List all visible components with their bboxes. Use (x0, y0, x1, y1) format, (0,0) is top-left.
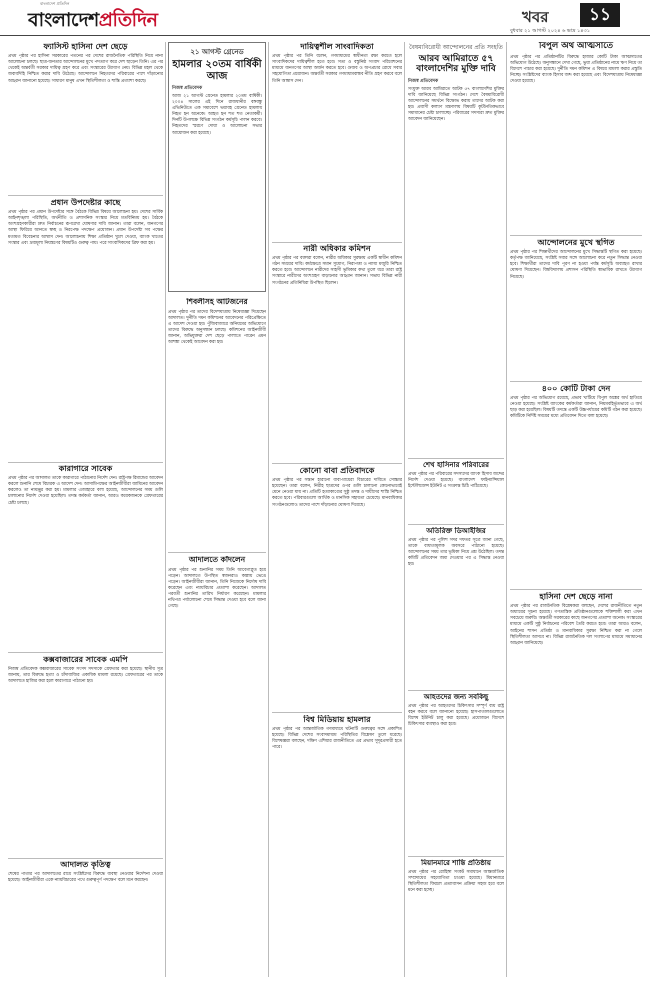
headline: আরব আমিরাতে ৫৭ বাংলাদেশির মুক্তি দাবি (416, 54, 496, 75)
kicker: বৈষম্যবিরোধী আন্দোলনের প্রতি সংহতি (409, 44, 503, 51)
article-rule (408, 524, 504, 525)
article-suspended[interactable] (510, 238, 642, 378)
article-uae-release[interactable] (408, 42, 504, 454)
logo-main: বাংলাদেশ (28, 9, 99, 31)
article-body: শেষের পাতার পর আদালতের রায়ে সংশ্লিষ্টদের বিরুদ্ধে ব্যবস্থা নেওয়ার নির্দেশনা দেওয়া হয়েছে। আইনজীবীরা একে ন্যায়বিচারের পথে গুরুত্বপূর্ণ পদক্ষেপ বলে মনে করছেন। (8, 872, 163, 884)
article-body: প্রথম পৃষ্ঠার পর রোহিঙ্গা সংকট সমাধানে আন্তর্জাতিক সম্প্রদায়ের সহযোগিতা চাওয়া হয়েছে। মিয়ানমারে স্থিতিশীলতা ফিরলে প্রত্যাবাসন প্রক্রিয়া সহজ হবে বলে মনে করা হচ্ছে। (408, 870, 504, 894)
article-court-tears[interactable] (168, 556, 266, 978)
article-body: প্রথম পৃষ্ঠার পর রাজনৈতিক বিশ্লেষকরা বলছেন, দেশের রাজনীতিতে নতুন অধ্যায়ের সূচনা হয়েছে। গণতান্ত্রিক প্রতিষ্ঠানগুলোকে শক্তিশালী করা এখন সবচেয়ে জরুরি। অন্তর্বর্তী সরকারের কাছে জনগণের প্রত্যাশা অনেক। সংস্কারের মাধ্যমে একটি সুষ্ঠু নির্বাচনের পরিবেশ তৈরি করতে হবে। তারা আরও বলেন, আইনের শাসন প্রতিষ্ঠা ও মানবাধিকার সুরক্ষা নিশ্চিত করা না গেলে স্থিতিশীলতা আসবে না। বিভিন্ন রাজনৈতিক দল সংলাপের মাধ্যমে সমাধানের আহ্বান জানিয়েছে। (510, 604, 642, 646)
headline: ফ্যাসিস্ট হাসিনা দেশ ছেড়ে (43, 42, 128, 51)
article-body: প্রথম পৃষ্ঠার পর বক্তারা বলেন, নারীর অধিকার সুরক্ষায় একটি স্বাধীন কমিশন গঠন সময়ের দাবি। কর্মক্ষেত্রে সমান সুযোগ, নিরাপত্তা ও ন্যায্য মজুরি নিশ্চিত করতে হবে। আন্দোলনে নারীদের সাহসী ভূমিকার কথা তুলে ধরে তারা রাষ্ট্র সংস্কারে নারীদের অংশগ্রহণ বাড়ানোর আহ্বান জানান। সভায় বিভিন্ন নারী সংগঠনের প্রতিনিধিরা উপস্থিত ছিলেন। (272, 256, 402, 286)
article-body: আজ ২১ আগস্ট গ্রেনেড হামলার ২০তম বার্ষিকী। ২০০৪ সালের এই দিনে রাজধানীর বঙ্গবন্ধু এভিনিউতে এক সমাবেশে ভয়াবহ গ্রেনেড হামলায় নিহত হন অনেকে। আহত হন শত শত নেতাকর্মী। দিনটি উপলক্ষে বিভিন্ন সংগঠন কর্মসূচি পালন করবে। নিহতদের স্মরণে দোয়া ও আলোচনা সভার আয়োজন করা হয়েছে। (172, 94, 262, 136)
article-body: নিজস্ব প্রতিবেদক কক্সবাজারের সাবেক সংসদ সদস্যকে গ্রেফতার করা হয়েছে। স্থানীয় সূত্র জানায়, তার বিরুদ্ধে হত্যা ও চাঁদাবাজির একাধিক মামলা রয়েছে। গ্রেফতারের পর তাকে আদালতে হাজির করা হলে কারাগারে পাঠানো হয়। (8, 667, 163, 685)
article-embezzlement[interactable] (510, 42, 642, 232)
article-coxs-bazar-mp[interactable] (8, 655, 163, 855)
byline: নিজস্ব প্রতিবেদক (408, 78, 439, 84)
article-rule (272, 242, 402, 243)
article-rule (168, 552, 266, 553)
article-jail-former[interactable] (8, 464, 163, 649)
headline: শিবলীসহ আটজনের (186, 298, 248, 306)
article-rule (510, 589, 642, 590)
masthead (0, 0, 650, 36)
column-rule (404, 42, 405, 977)
article-rule (8, 462, 163, 463)
article-body: প্রথম পৃষ্ঠার পর তিনি বলেন, গণমাধ্যমের স্বাধীনতা রক্ষা করতে হলে সাংবাদিকদের দায়িত্বশীল হতে হবে। সত্য ও বস্তুনিষ্ঠ সংবাদ পরিবেশনের মাধ্যমে জনগণের আস্থা অর্জন করতে হবে। গুজব ও অপপ্রচার রোধে সবার সহযোগিতা প্রয়োজন। অন্তর্বর্তী সরকার গণমাধ্যমবান্ধব নীতি গ্রহণ করবে বলে তিনি আশ্বাস দেন। (272, 54, 402, 84)
article-rule (272, 712, 402, 713)
article-rule (8, 858, 163, 859)
headline: প্রধান উপদেষ্টার কাছে (50, 198, 121, 207)
article-rule (8, 652, 163, 653)
headline: কক্সবাজারের সাবেক এমপি (43, 655, 128, 664)
article-body: প্রথম পৃষ্ঠার পর প্রতিষ্ঠানটির বিরুদ্ধে হাজার কোটি টাকা আত্মসাতের অভিযোগ উঠেছে। অনুসন্ধানে দেখা গেছে, ভুয়া প্রতিষ্ঠানের নামে ঋণ নিয়ে তা বিদেশে পাচার করা হয়েছে। দুর্নীতি দমন কমিশন এ বিষয়ে মামলা করার প্রস্তুতি নিচ্ছে। সংশ্লিষ্টদের ব্যাংক হিসাব জব্দ করা হয়েছে এবং বিদেশযাত্রায় নিষেধাজ্ঞা দেওয়া হয়েছে। (510, 54, 642, 85)
article-body: প্রথম পৃষ্ঠার পর অভিযোগ রয়েছে, প্রভাব খাটিয়ে বিপুল অঙ্কের অর্থ হাতিয়ে নেওয়া হয়েছে। সংশ্লিষ্ট ব্যাংকের কর্মকর্তারা জানান, নিয়মবহির্ভূতভাবে এ অর্থ ছাড় করা হয়েছিল। বিষয়টি তদন্তে একটি উচ্চপর্যায়ের কমিটি গঠন করা হয়েছে। কমিটিকে নির্দিষ্ট সময়ের মধ্যে প্রতিবেদন দিতে বলা হয়েছে। (510, 396, 642, 420)
headline: আদালত কৃতিত্ব (60, 860, 111, 869)
article-body: প্রথম পৃষ্ঠার পর আহতদের চিকিৎসার সম্পূর্ণ ব্যয় রাষ্ট্র বহন করবে বলে জানানো হয়েছে। হাসপাতালগুলোতে বিশেষ ইউনিট চালু করা হয়েছে। প্রয়োজনে বিদেশে চিকিৎসার ব্যবস্থাও করা হবে। (408, 704, 504, 728)
headline: আন্দোলনের মুখে স্থগিত (537, 238, 615, 247)
headline: ৪০০ কোটি টাকা দেন (541, 384, 611, 393)
article-body: প্রথম পৃষ্ঠার পর পুলিশ সদর দফতর সূত্রে জানা গেছে, তাকে বাধ্যতামূলক অবসরে পাঠানো হয়েছে। আন্দোলনের সময় তার ভূমিকা নিয়ে প্রশ্ন উঠেছিল। তদন্ত কমিটি প্রতিবেদন জমা দেওয়ার পর এ সিদ্ধান্ত নেওয়া হয়। (408, 538, 504, 568)
article-body: প্রথম পৃষ্ঠার পর আদালত তাকে কারাগারে পাঠানোর নির্দেশ দেন। রাষ্ট্রপক্ষ রিমান্ডের আবেদন করলে শুনানি শেষে বিচারক এ আদেশ দেন। আসামিপক্ষের আইনজীবীরা জামিনের আবেদন করলেও তা নামঞ্জুর করা হয়। মামলার এজাহারে বলা হয়েছে, আন্দোলনের সময় গুলি চালানোর নির্দেশ দেওয়া হয়েছিল। তদন্ত কর্মকর্তা জানান, আরও কয়েকজনকে গ্রেফতারের চেষ্টা চলছে। (8, 476, 163, 506)
headline: মিয়ানমারে শান্তি প্রতিষ্ঠায় (421, 859, 491, 867)
article-parents-protest[interactable] (272, 466, 402, 710)
article-fascist[interactable] (8, 42, 163, 192)
article-body: প্রথম পৃষ্ঠার পর সন্তান হারানো বাবা-মায়েরা বিচারের দাবিতে সোচ্চার হয়েছেন। তারা বলেন, নিরীহ ছাত্রদের ওপর গুলি চালানো কোনোভাবেই মেনে নেওয়া যায় না। প্রতিটি হত্যাকাণ্ডের সুষ্ঠু তদন্ত ও দায়ীদের শাস্তি নিশ্চিত করতে হবে। পরিবারগুলো আর্থিক ও মানসিক সহায়তা চেয়েছে। মানবাধিকার সংগঠনগুলোও তাদের পাশে দাঁড়ানোর ঘোষণা দিয়েছে। (272, 478, 402, 508)
article-court-credit[interactable] (8, 860, 163, 978)
article-body: প্রথম পৃষ্ঠার পর শুনানির সময় তিনি আবেগাপ্লুত হয়ে পড়েন। আদালতে উপস্থিত স্বজনরাও কান্নায় ভেঙে পড়েন। আইনজীবীরা জানান, তিনি নিজেকে নির্দোষ দাবি করেছেন এবং ন্যায়বিচার প্রত্যাশা করেছেন। আদালত পরবর্তী শুনানির তারিখ নির্ধারণ করেছেন। মামলার নথিপত্র পর্যালোচনা শেষে সিদ্ধান্ত দেওয়া হবে বলে জানা গেছে। (168, 567, 266, 610)
article-women-rights[interactable] (272, 244, 402, 460)
article-rule (510, 235, 642, 236)
article-rule (408, 458, 504, 459)
headline: শেখ হাসিনার পরিবারের (423, 461, 489, 469)
article-chief-adviser[interactable] (8, 198, 163, 460)
article-responsible-journalism[interactable] (272, 42, 402, 240)
logo-accent: প্রতিদিন (98, 9, 158, 31)
article-body: সংযুক্ত আরব আমিরাতে আটক ৫৭ বাংলাদেশির মুক্তির দাবি জানিয়েছে বিভিন্ন সংগঠন। দেশে বৈষম্যবিরোধী আন্দোলনের সমর্থনে বিক্ষোভ করায় তাদের আটক করা হয়। প্রবাসী কল্যাণ মন্ত্রণালয় বিষয়টি কূটনৈতিকভাবে সমাধানের চেষ্টা চালাচ্ছে। পরিবারের সদস্যরা দ্রুত মুক্তির আবেদন জানিয়েছেন। (408, 86, 504, 123)
headline: কারাগারে সাবেক (58, 464, 113, 473)
headline: বিপুল অর্থ আত্মসাতে (538, 42, 614, 51)
kicker: ২১ আগস্ট গ্রেনেড (190, 48, 244, 56)
article-body: প্রথম পৃষ্ঠার পর আন্তর্জাতিক গণমাধ্যমে ঘটনাটি গুরুত্বের সঙ্গে প্রকাশিত হয়েছে। বিভিন্ন দেশের সংবাদমাধ্যম পরিস্থিতির বিশ্লেষণ তুলে ধরেছে। বিশেষজ্ঞরা বলছেন, দক্ষিণ এশিয়ার রাজনীতিতে এর প্রভাব সুদূরপ্রসারী হতে পারে। (272, 727, 402, 751)
section-label: খবর (522, 8, 549, 26)
page-number: ১১ (580, 3, 620, 27)
article-rule (510, 381, 642, 382)
article-injured-support[interactable] (408, 693, 504, 853)
headline: বিশ্ব মিডিয়ায় হামলার (303, 715, 371, 724)
headline: আহতদের জন্য সবকিছু (423, 693, 489, 701)
headline: দায়িত্বশীল সাংবাদিকতা (300, 42, 374, 51)
column-rule (506, 42, 507, 977)
headline: আদালতে কাঁদলেন (188, 556, 246, 564)
newspaper-logo[interactable] (28, 6, 157, 38)
headline: অতিরিক্ত ডিআইজির (426, 527, 486, 535)
article-rule (408, 856, 504, 857)
article-myanmar-peace[interactable] (408, 859, 504, 978)
article-body: প্রথম পৃষ্ঠার পর প্রধান উপদেষ্টার সঙ্গে বৈঠকে বিভিন্ন বিষয়ে আলোচনা হয়। দেশের সার্বিক আইনশৃঙ্খলা পরিস্থিতি, অর্থনীতি ও প্রশাসনিক সংস্কার নিয়ে মতবিনিময় হয়। বৈঠকে অংশগ্রহণকারীরা দ্রুত নির্বাচনের রূপরেখা ঘোষণার দাবি জানান। তারা বলেন, জনগণের আস্থা ফিরিয়ে আনতে স্বচ্ছ ও নিরপেক্ষ পদক্ষেপ প্রয়োজন। প্রধান উপদেষ্টা সব পক্ষের মতামত বিবেচনার আশ্বাস দেন। আলোচনায় শিক্ষা প্রতিষ্ঠান খুলে দেওয়া, ব্যাংক খাতের সংস্কার এবং দ্রব্যমূল্য নিয়ন্ত্রণের বিষয়টিও গুরুত্ব পায়। পরে সাংবাদিকদের ব্রিফ করা হয়। (8, 210, 163, 246)
article-body: প্রথম পৃষ্ঠার পর শিক্ষার্থীদের আন্দোলনের মুখে সিদ্ধান্তটি স্থগিত করা হয়েছে। কর্তৃপক্ষ জানিয়েছে, সংশ্লিষ্ট সবার সঙ্গে আলোচনা করে নতুন সিদ্ধান্ত নেওয়া হবে। শিক্ষার্থীরা তাদের দাবি পূরণ না হওয়া পর্যন্ত কর্মসূচি অব্যাহত রাখার ঘোষণা দিয়েছেন। বিশ্ববিদ্যালয় প্রশাসন পরিস্থিতি স্বাভাবিক রাখতে উদ্যোগ নিয়েছে। (510, 250, 642, 280)
headline: হাসিনা দেশ ছেড়ে নানা (539, 592, 613, 601)
byline: নিজস্ব প্রতিবেদক (172, 86, 203, 91)
article-body: প্রথম পৃষ্ঠার পর হাসিনা সরকারের পতনের পর দেশের রাজনৈতিক পরিস্থিতি নিয়ে নানা আলোচনা চলছে। ছাত্র-জনতার আন্দোলনের মুখে পদত্যাগ করে দেশ ছাড়েন তিনি। এর পর থেকেই অন্তর্বর্তী সরকার দায়িত্ব গ্রহণ করে এবং সংস্কারের উদ্যোগ নেয়। বিভিন্ন মহল থেকে জবাবদিহি নিশ্চিত করার দাবি উঠেছে। আন্দোলনে নিহতদের পরিবারের পাশে দাঁড়ানোর আহ্বান জানানো হয়েছে। সাধারণ মানুষ এখন স্থিতিশীলতা ও শান্তি প্রত্যাশা করছে। (8, 54, 163, 84)
article-body: প্রথম পৃষ্ঠার পর তাদের বিদেশযাত্রায় নিষেধাজ্ঞা দিয়েছেন আদালত। দুর্নীতি দমন কমিশনের আবেদনের পরিপ্রেক্ষিতে এ আদেশ দেওয়া হয়। পুঁজিবাজারে অনিয়মের অভিযোগে তাদের বিরুদ্ধে অনুসন্ধান চলছে। কমিশনের আইনজীবী জানান, অভিযুক্তরা দেশ ছেড়ে পালাতে পারেন এমন আশঙ্কা থেকেই আবেদন করা হয়। (168, 309, 266, 346)
column-rule (268, 42, 269, 977)
article-hasina-family[interactable] (408, 461, 504, 521)
headline: কোনো বাবা প্রতিবাদকে (299, 466, 375, 475)
dateline: বুধবার ২১ আগস্ট ২০২৪ ৬ ভাদ্র ১৪৩১ (510, 28, 590, 34)
masthead-tagline: বাংলাদেশ প্রতিদিন (40, 1, 70, 6)
article-400-crore[interactable] (510, 384, 642, 586)
article-rule (408, 690, 504, 691)
article-body: প্রথম পৃষ্ঠার পর পরিবারের সদস্যদের ব্যাংক হিসাব জব্দের নির্দেশ দেওয়া হয়েছে। বাংলাদেশ ফাইন্যান্সিয়াল ইন্টেলিজেন্স ইউনিট এ সংক্রান্ত চিঠি পাঠিয়েছে। (408, 472, 504, 490)
article-rule (8, 195, 163, 196)
headline: হামলার ২০তম বার্ষিকী আজ (172, 59, 262, 82)
article-shibli-eight[interactable] (168, 298, 266, 548)
article-world-media[interactable] (272, 715, 402, 978)
article-rule (272, 463, 402, 464)
column-rule (165, 42, 166, 977)
article-additional-dig[interactable] (408, 527, 504, 687)
article-grenade-anniversary[interactable] (168, 42, 266, 292)
headline: নারী অধিকার কমিশন (303, 244, 371, 253)
article-hasina-left[interactable] (510, 592, 642, 978)
